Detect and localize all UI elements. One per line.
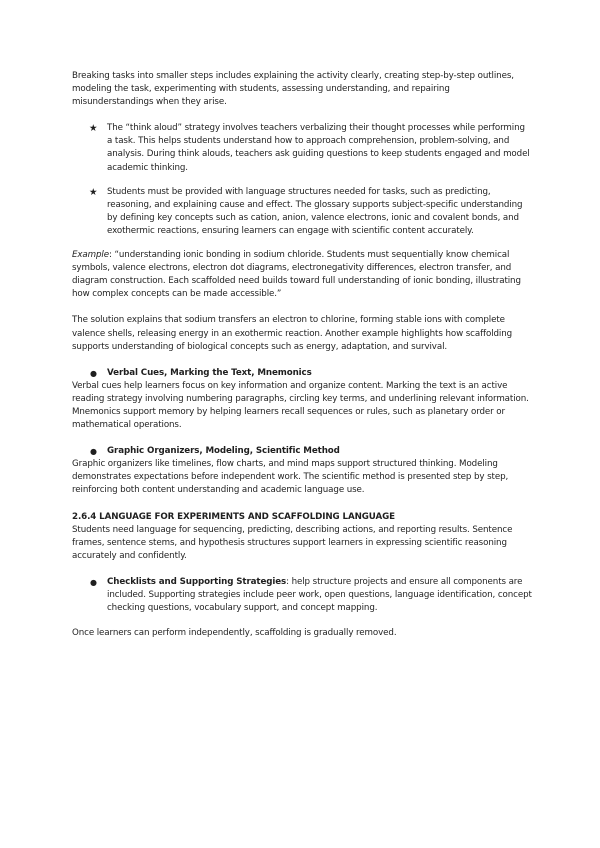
- example-paragraph: [72, 249, 532, 301]
- bullet-heading-verbal-cues: [72, 367, 532, 380]
- document-page: [72, 70, 532, 640]
- star-item-language-structures: [72, 186, 532, 238]
- bullet-heading-text: Verbal Cues, Marking the Text, Mnemonics: [107, 367, 312, 378]
- checklist-bullet: [72, 576, 532, 615]
- star-bullet-list: [72, 122, 532, 238]
- star-icon: ★: [89, 123, 98, 135]
- intro-paragraph: Breaking tasks into smaller steps includes explaining the activity clearly, creating step-by-step outlines, modeling the task, experimenting with students, assessing understanding, and repairing misunderstandings when they arise.: [72, 71, 514, 108]
- verbal-cues-paragraph: Verbal cues help learners focus on key information and organize content. Marking the text is an active reading strategy involving numbering paragraphs, circling key terms, and underlining relevant information. Mnemonics support memory by helping learners recall sequences or rules, such as planetary order or mathematical operations.: [72, 380, 529, 431]
- example-label: Example: [72, 250, 109, 261]
- star-item-think-aloud: [72, 122, 532, 174]
- bullet-dot-icon: ●: [90, 368, 97, 378]
- star-item-text: Students must be provided with language structures needed for tasks, such as predicting, reasoning, and explaining cause and effect. The glossary supports subject-specific understanding by defining key concepts such as cation, anion, valence electrons, ionic and covalent bonds, and exothermic reactions, ensuring learners can engage with scientific content accurately.: [107, 186, 523, 236]
- solution-paragraph: The solution explains that sodium transfers an electron to chlorine, forming stable ions with complete valence shells, releasing energy in an exothermic reaction. Another example highlights how scaffolding supports understanding of biological concepts such as energy, adaptation, and survival.: [72, 315, 513, 352]
- example-text: : “understanding ionic bonding in sodium chloride. Students must sequentially know chemical symbols, valence electrons, electron dot diagrams, electronegativity differences, electron transfer, and diagram construction. Each scaffolded need builds toward full understanding of ionic bonding, illustrating how complex concepts can be made accessible.”: [72, 250, 521, 300]
- star-item-text: The “think aloud” strategy involves teachers verbalizing their thought processes while performing a task. This helps students understand how to approach comprehension, problem-solving, and analysis. During think alouds, teachers ask guiding questions to keep students engaged and model academic thinking.: [107, 123, 530, 173]
- bullet-heading-graphic-organizers: [72, 445, 532, 458]
- checklist-body: : help structure projects and ensure all components are included. Supporting strategies include peer work, open questions, language identification, concept checking questions, vocabulary support, and concept mapping.: [107, 576, 532, 614]
- star-icon: ★: [89, 186, 98, 198]
- graphic-organizers-paragraph: Graphic organizers like timelines, flow charts, and mind maps support structured thinking. Modeling demonstrates expectations before independent work. The scientific method is presented step by step, reinforcing both content understanding and academic language use.: [72, 459, 509, 496]
- section-heading: 2.6.4 LANGUAGE FOR EXPERIMENTS AND SCAFFOLDING LANGUAGE: [72, 511, 395, 522]
- closing-paragraph: Once learners can perform independently, scaffolding is gradually removed.: [72, 628, 397, 639]
- bullet-dot-icon: ●: [90, 577, 97, 587]
- checklist-lead: Checklists and Supporting Strategies: [107, 576, 287, 587]
- checklist-text: [107, 576, 532, 615]
- bullet-dot-icon: ●: [90, 447, 97, 457]
- bullet-heading-text: Graphic Organizers, Modeling, Scientific Method: [107, 446, 340, 457]
- section-paragraph: Students need language for sequencing, predicting, describing actions, and reporting results. Sentence frames, sentence stems, and hypothesis structures support learners in expressing scientific reasoning accurately and confidently.: [72, 524, 513, 561]
